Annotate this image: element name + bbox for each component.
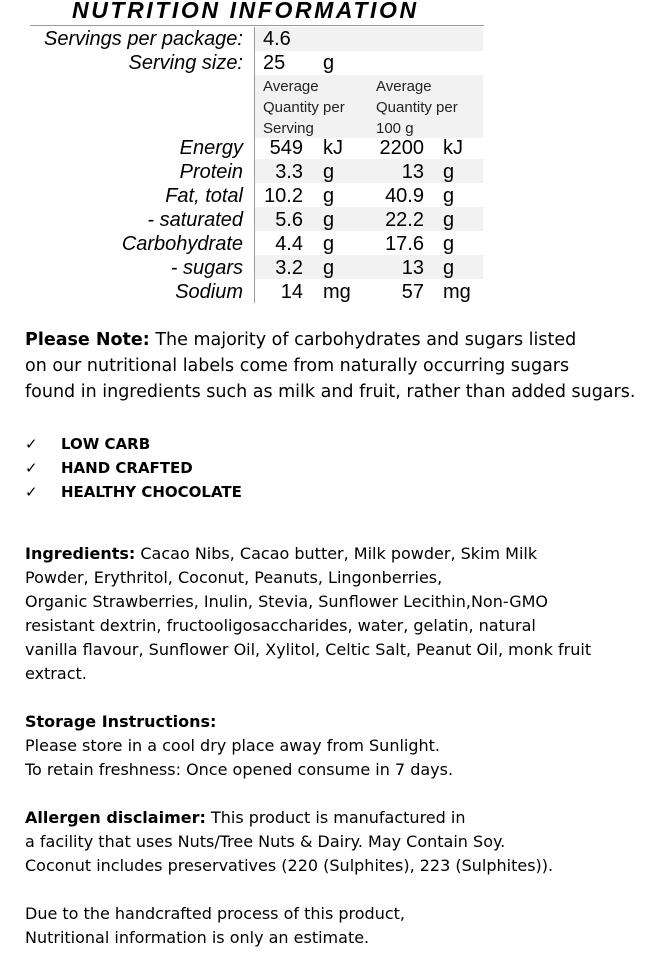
- serving-unit: g: [323, 257, 335, 279]
- ingredients-line: Powder, Erythritol, Coconut, Peanuts, Lingonberries,: [25, 568, 443, 587]
- per100-unit: mg: [443, 281, 471, 303]
- header-per-100g: [376, 76, 458, 139]
- note-line: found in ingredients such as milk and fruit, rather than added sugars.: [25, 382, 636, 402]
- allergen-line: Coconut includes preservatives (220 (Sulphites), 223 (Sulphites)).: [25, 856, 554, 875]
- storage-heading-text: Storage Instructions:: [25, 712, 217, 731]
- serving-value: 5.6: [275, 209, 303, 231]
- nutrition-panel: [0, 0, 646, 310]
- header-line: Serving: [263, 120, 314, 137]
- serving-size-value: 25: [263, 52, 286, 74]
- checklist-item: [25, 456, 193, 480]
- check-icon: ✓: [25, 483, 38, 501]
- serving-unit: g: [323, 185, 335, 207]
- title-divider: [30, 25, 484, 26]
- ingredients-section: [25, 542, 591, 686]
- servings-label: Servings per package:: [43, 28, 243, 50]
- serving-value: 3.2: [275, 257, 303, 279]
- disclaimer-line: Due to the handcrafted process of this product,: [25, 904, 405, 923]
- serving-unit: g: [323, 161, 335, 183]
- per100-unit: g: [443, 185, 455, 207]
- header-line: Average: [376, 78, 432, 95]
- nutrient-label: - sugars: [170, 257, 243, 279]
- column-divider: [254, 27, 255, 303]
- panel-title: NUTRITION INFORMATION: [72, 0, 419, 23]
- note-line: on our nutritional labels come from naturally occurring sugars: [25, 356, 570, 376]
- per100-unit: g: [443, 233, 455, 255]
- allergen-section: [25, 806, 553, 878]
- ingredients-line: vanilla flavour, Sunflower Oil, Xylitol, Celtic Salt, Peanut Oil, monk fruit: [25, 640, 592, 659]
- ingredients-line: extract.: [25, 664, 87, 683]
- per100-value: 22.2: [385, 209, 424, 231]
- per100-unit: kJ: [443, 137, 463, 159]
- header-line: Quantity per: [376, 99, 458, 116]
- per100-unit: g: [443, 257, 455, 279]
- serving-size-label: Serving size:: [128, 52, 243, 74]
- checklist-item: [25, 432, 150, 456]
- ingredients-line: [25, 542, 591, 566]
- storage-line: To retain freshness: Once opened consume in 7 days.: [25, 760, 454, 779]
- per100-value: 13: [401, 161, 424, 183]
- serving-value: 4.4: [275, 233, 303, 255]
- storage-section: [25, 710, 453, 782]
- checklist-label: HAND CRAFTED: [61, 459, 193, 477]
- serving-value: 549: [269, 137, 303, 159]
- allergen-line: a facility that uses Nuts/Tree Nuts & Dairy. May Contain Soy.: [25, 832, 506, 851]
- note-line: [25, 327, 635, 353]
- note-text: The majority of carbohydrates and sugars listed: [149, 330, 577, 350]
- per100-unit: g: [443, 161, 455, 183]
- serving-unit: g: [323, 233, 335, 255]
- ingredients-line: resistant dextrin, fructooligosaccharides, water, gelatin, natural: [25, 616, 536, 635]
- serving-unit: g: [323, 209, 335, 231]
- header-per-serving: [263, 76, 345, 139]
- header-line: Quantity per: [263, 99, 345, 116]
- note-heading: Please Note:: [25, 330, 150, 350]
- checklist-item: [25, 480, 242, 504]
- check-icon: ✓: [25, 435, 38, 453]
- nutrient-label: Sodium: [175, 281, 243, 303]
- storage-heading: [25, 710, 453, 734]
- serving-value: 10.2: [264, 185, 303, 207]
- per100-value: 57: [401, 281, 424, 303]
- storage-line: Please store in a cool dry place away from Sunlight.: [25, 736, 441, 755]
- serving-value: 3.3: [275, 161, 303, 183]
- ingredients-text: Cacao Nibs, Cacao butter, Milk powder, Skim Milk: [135, 544, 538, 563]
- nutrient-label: Protein: [179, 161, 243, 183]
- per100-value: 17.6: [385, 233, 424, 255]
- per100-value: 13: [401, 257, 424, 279]
- check-icon: ✓: [25, 459, 38, 477]
- allergen-line: [25, 806, 553, 830]
- per100-unit: g: [443, 209, 455, 231]
- checklist-label: LOW CARB: [61, 435, 151, 453]
- servings-value: 4.6: [263, 28, 291, 50]
- nutrient-label: Carbohydrate: [121, 233, 243, 255]
- serving-unit: mg: [323, 281, 351, 303]
- please-note: [25, 327, 635, 405]
- ingredients-line: Organic Strawberries, Inulin, Stevia, Sunflower Lecithin,Non-GMO: [25, 592, 549, 611]
- per100-value: 40.9: [385, 185, 424, 207]
- serving-size-unit: g: [323, 52, 335, 74]
- serving-value: 14: [280, 281, 303, 303]
- header-line: Average: [263, 78, 319, 95]
- allergen-text: This product is manufactured in: [205, 808, 466, 827]
- nutrient-label: Energy: [179, 137, 243, 159]
- serving-unit: kJ: [323, 137, 343, 159]
- allergen-heading: Allergen disclaimer:: [25, 808, 206, 827]
- header-line: 100 g: [376, 120, 414, 137]
- disclaimer-line: Nutritional information is only an estimate.: [25, 928, 370, 947]
- checklist-label: HEALTHY CHOCOLATE: [61, 483, 242, 501]
- ingredients-heading: Ingredients:: [25, 544, 136, 563]
- nutrient-label: - saturated: [147, 209, 243, 231]
- nutrient-label: Fat, total: [165, 185, 243, 207]
- per100-value: 2200: [379, 137, 424, 159]
- estimate-disclaimer: [25, 902, 405, 950]
